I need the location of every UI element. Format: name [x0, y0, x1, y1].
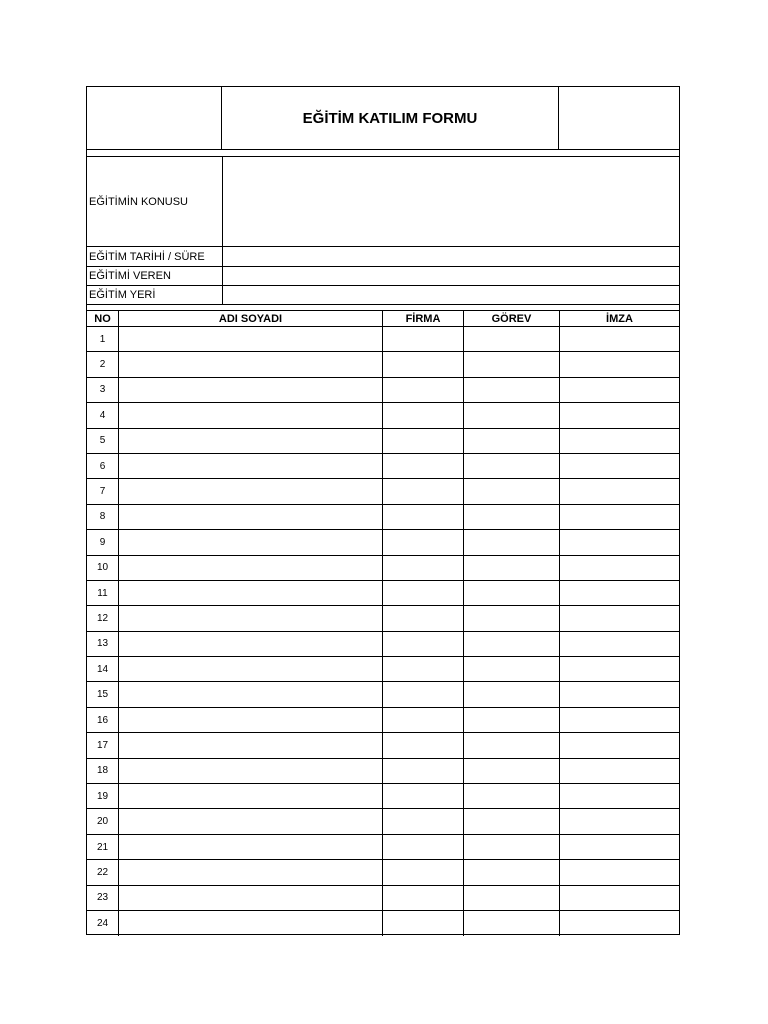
name-cell[interactable] [119, 378, 383, 402]
imza-cell[interactable] [560, 352, 679, 376]
firma-cell[interactable] [383, 454, 464, 478]
firma-cell[interactable] [383, 352, 464, 376]
row-number: 19 [87, 784, 119, 808]
table-row [87, 352, 679, 377]
gorev-cell[interactable] [464, 429, 560, 453]
row-number: 10 [87, 556, 119, 580]
imza-cell[interactable] [560, 886, 679, 910]
imza-cell[interactable] [560, 809, 679, 833]
trainer-row [87, 267, 679, 286]
row-number: 12 [87, 606, 119, 630]
row-number: 14 [87, 657, 119, 681]
name-cell[interactable] [119, 784, 383, 808]
imza-cell[interactable] [560, 708, 679, 732]
table-row [87, 911, 679, 936]
name-cell[interactable] [119, 606, 383, 630]
firma-cell[interactable] [383, 860, 464, 884]
imza-cell[interactable] [560, 429, 679, 453]
name-cell[interactable] [119, 530, 383, 554]
imza-cell[interactable] [560, 632, 679, 656]
name-cell[interactable] [119, 911, 383, 936]
table-row [87, 733, 679, 758]
row-number: 3 [87, 378, 119, 402]
imza-cell[interactable] [560, 505, 679, 529]
imza-cell[interactable] [560, 657, 679, 681]
firma-cell[interactable] [383, 835, 464, 859]
name-cell[interactable] [119, 556, 383, 580]
gorev-cell[interactable] [464, 403, 560, 427]
gorev-cell[interactable] [464, 733, 560, 757]
imza-cell[interactable] [560, 479, 679, 503]
row-number: 15 [87, 682, 119, 706]
table-row [87, 886, 679, 911]
gorev-cell[interactable] [464, 886, 560, 910]
row-number: 9 [87, 530, 119, 554]
firma-cell[interactable] [383, 429, 464, 453]
gorev-cell[interactable] [464, 378, 560, 402]
row-number: 11 [87, 581, 119, 605]
gorev-cell[interactable] [464, 606, 560, 630]
imza-cell[interactable] [560, 556, 679, 580]
table-row [87, 479, 679, 504]
firma-cell[interactable] [383, 708, 464, 732]
row-number: 22 [87, 860, 119, 884]
firma-cell[interactable] [383, 759, 464, 783]
trainer-field[interactable] [222, 267, 679, 285]
table-row [87, 581, 679, 606]
name-cell[interactable] [119, 733, 383, 757]
row-number: 4 [87, 403, 119, 427]
imza-cell[interactable] [560, 606, 679, 630]
name-cell[interactable] [119, 352, 383, 376]
name-cell[interactable] [119, 759, 383, 783]
name-cell[interactable] [119, 454, 383, 478]
row-number: 17 [87, 733, 119, 757]
name-cell[interactable] [119, 327, 383, 351]
imza-cell[interactable] [560, 378, 679, 402]
firma-cell[interactable] [383, 378, 464, 402]
imza-cell[interactable] [560, 581, 679, 605]
firma-cell[interactable] [383, 530, 464, 554]
row-number: 20 [87, 809, 119, 833]
name-cell[interactable] [119, 682, 383, 706]
table-row [87, 429, 679, 454]
firma-cell[interactable] [383, 403, 464, 427]
table-row [87, 403, 679, 428]
firma-cell[interactable] [383, 657, 464, 681]
gorev-cell[interactable] [464, 454, 560, 478]
table-row [87, 657, 679, 682]
row-number: 24 [87, 911, 119, 936]
table-row [87, 632, 679, 657]
table-row [87, 784, 679, 809]
table-row [87, 759, 679, 784]
gorev-cell[interactable] [464, 708, 560, 732]
trainer-label: EĞİTİMİ VEREN [89, 270, 171, 282]
place-field[interactable] [222, 286, 679, 304]
table-header-row [87, 311, 679, 327]
firma-cell[interactable] [383, 784, 464, 808]
date-label: EĞİTİM TARİHİ / SÜRE [89, 250, 205, 263]
table-row [87, 708, 679, 733]
name-cell[interactable] [119, 860, 383, 884]
table-row [87, 530, 679, 555]
gorev-cell[interactable] [464, 784, 560, 808]
firma-cell[interactable] [383, 632, 464, 656]
column-header-gorev: GÖREV [464, 311, 560, 326]
imza-cell[interactable] [560, 860, 679, 884]
gorev-cell[interactable] [464, 682, 560, 706]
gorev-cell[interactable] [464, 581, 560, 605]
table-row [87, 556, 679, 581]
name-cell[interactable] [119, 429, 383, 453]
row-number: 16 [87, 708, 119, 732]
firma-cell[interactable] [383, 327, 464, 351]
column-header-firma: FİRMA [383, 311, 464, 326]
date-row [87, 247, 679, 267]
table-row [87, 505, 679, 530]
row-number: 7 [87, 479, 119, 503]
imza-cell[interactable] [560, 327, 679, 351]
gorev-cell[interactable] [464, 352, 560, 376]
row-number: 2 [87, 352, 119, 376]
logo-cell [87, 87, 222, 149]
row-number: 18 [87, 759, 119, 783]
name-cell[interactable] [119, 632, 383, 656]
name-cell[interactable] [119, 835, 383, 859]
firma-cell[interactable] [383, 606, 464, 630]
column-header-no: NO [87, 311, 119, 326]
gorev-cell[interactable] [464, 657, 560, 681]
name-cell[interactable] [119, 657, 383, 681]
imza-cell[interactable] [560, 835, 679, 859]
name-cell[interactable] [119, 479, 383, 503]
form-title: EĞİTİM KATILIM FORMU [302, 109, 478, 127]
firma-cell[interactable] [383, 809, 464, 833]
firma-cell[interactable] [383, 505, 464, 529]
name-cell[interactable] [119, 708, 383, 732]
topic-label: EĞİTİMİN KONUSU [89, 195, 189, 208]
gorev-cell[interactable] [464, 530, 560, 554]
gorev-cell[interactable] [464, 505, 560, 529]
imza-cell[interactable] [560, 784, 679, 808]
name-cell[interactable] [119, 809, 383, 833]
imza-cell[interactable] [560, 759, 679, 783]
training-attendance-form [86, 86, 680, 935]
firma-cell[interactable] [383, 886, 464, 910]
table-row [87, 682, 679, 707]
table-row [87, 835, 679, 860]
firma-cell[interactable] [383, 556, 464, 580]
place-label: EĞİTİM YERİ [89, 289, 156, 301]
imza-cell[interactable] [560, 530, 679, 554]
topic-row [87, 157, 679, 247]
column-header-name: ADI SOYADI [119, 311, 383, 326]
doc-info-cell [558, 87, 679, 149]
gorev-cell[interactable] [464, 479, 560, 503]
firma-cell[interactable] [383, 479, 464, 503]
place-row [87, 286, 679, 305]
topic-field[interactable] [222, 157, 679, 246]
form-header [87, 87, 679, 150]
gorev-cell[interactable] [464, 911, 560, 936]
gorev-cell[interactable] [464, 632, 560, 656]
imza-cell[interactable] [560, 454, 679, 478]
row-number: 23 [87, 886, 119, 910]
row-number: 8 [87, 505, 119, 529]
row-number: 6 [87, 454, 119, 478]
gorev-cell[interactable] [464, 556, 560, 580]
firma-cell[interactable] [383, 682, 464, 706]
gorev-cell[interactable] [464, 327, 560, 351]
name-cell[interactable] [119, 581, 383, 605]
imza-cell[interactable] [560, 403, 679, 427]
date-field[interactable] [222, 247, 679, 266]
name-cell[interactable] [119, 403, 383, 427]
gorev-cell[interactable] [464, 835, 560, 859]
table-row [87, 809, 679, 834]
row-number: 5 [87, 429, 119, 453]
attendee-table [87, 311, 679, 936]
table-row [87, 378, 679, 403]
gorev-cell[interactable] [464, 809, 560, 833]
table-row [87, 454, 679, 479]
gorev-cell[interactable] [464, 759, 560, 783]
table-row [87, 606, 679, 631]
gorev-cell[interactable] [464, 860, 560, 884]
column-header-imza: İMZA [606, 312, 633, 325]
firma-cell[interactable] [383, 581, 464, 605]
row-number: 21 [87, 835, 119, 859]
imza-cell[interactable] [560, 911, 679, 936]
imza-cell[interactable] [560, 733, 679, 757]
table-row [87, 860, 679, 885]
table-row [87, 327, 679, 352]
name-cell[interactable] [119, 886, 383, 910]
firma-cell[interactable] [383, 911, 464, 936]
row-number: 1 [87, 327, 119, 351]
imza-cell[interactable] [560, 682, 679, 706]
name-cell[interactable] [119, 505, 383, 529]
firma-cell[interactable] [383, 733, 464, 757]
row-number: 13 [87, 632, 119, 656]
